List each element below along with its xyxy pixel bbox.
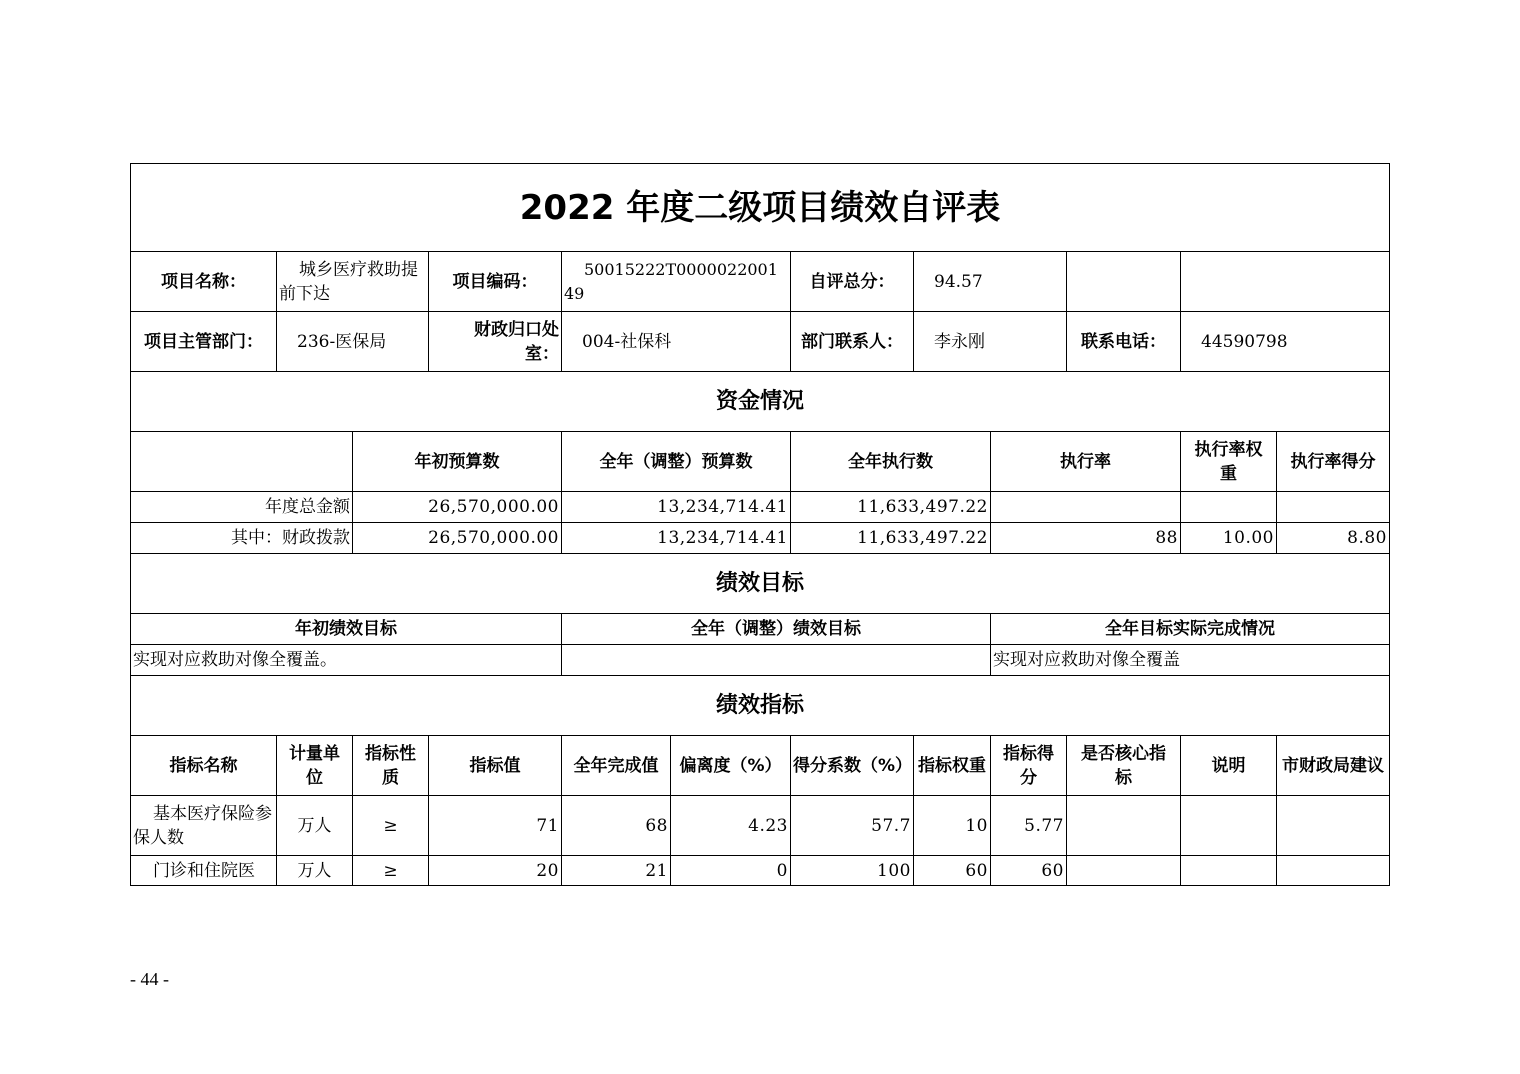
ind-cell: ≥ [383, 815, 398, 836]
finance-office-value: 004-社保科 [582, 331, 672, 352]
ind-cell: 4.23 [748, 815, 788, 836]
project-code-value: 50015222T000002200149 [564, 259, 778, 303]
ind-cell: 71 [536, 815, 559, 836]
ind-header-note: 说明 [1211, 755, 1246, 776]
project-name-value: 城乡医疗救助提前下达 [279, 259, 418, 304]
phone-value: 44590798 [1201, 331, 1288, 352]
funds-cell: 11,633,497.22 [857, 528, 988, 548]
self-score-label: 自评总分： [809, 271, 895, 292]
ind-cell: 57.7 [871, 815, 911, 836]
funds-cell: 10.00 [1222, 528, 1274, 548]
contact-label: 部门联系人： [801, 331, 903, 352]
project-name-label: 项目名称： [161, 271, 246, 292]
funds-cell: 13,234,714.41 [657, 497, 788, 517]
ind-cell: 60 [965, 861, 988, 881]
funds-cell: 26,570,000.00 [428, 528, 559, 548]
ind-cell: 万人 [297, 815, 332, 836]
ind-header-score: 指标得分 [1003, 743, 1054, 788]
funds-header-adjusted: 全年（调整）预算数 [599, 451, 753, 472]
goals-header-adjusted: 全年（调整）绩效目标 [691, 619, 861, 639]
ind-cell: 5.77 [1024, 815, 1064, 836]
page-number: - 44 - [130, 969, 169, 989]
ind-header-core: 是否核心指标 [1081, 743, 1166, 788]
ind-header-name: 指标名称 [169, 755, 238, 776]
goals-section-title: 绩效目标 [715, 570, 804, 596]
goals-adjusted-value [562, 645, 990, 675]
funds-row-label: 年度总金额 [265, 497, 350, 517]
goals-initial-value: 实现对应救助对像全覆盖。 [133, 650, 337, 670]
contact-value: 李永刚 [934, 331, 985, 352]
ind-header-coef: 得分系数（%） [793, 755, 913, 776]
goals-actual-value: 实现对应救助对像全覆盖 [993, 650, 1180, 670]
ind-cell: 0 [776, 861, 788, 881]
ind-cell: 100 [877, 861, 911, 881]
ind-header-target: 指标值 [469, 755, 521, 776]
indicators-section-title: 绩效指标 [715, 692, 804, 718]
funds-header-rate-weight: 执行率权重 [1194, 439, 1263, 484]
project-code-label: 项目编码： [452, 271, 538, 292]
ind-cell: 60 [1041, 861, 1064, 881]
ind-cell: ≥ [383, 861, 398, 881]
ind-cell: 68 [645, 815, 668, 836]
funds-cell: 11,633,497.22 [857, 497, 988, 517]
page-title: 2022 年度二级项目绩效自评表 [519, 187, 1001, 228]
funds-cell: 26,570,000.00 [428, 497, 559, 517]
ind-header-nature: 指标性质 [365, 743, 416, 788]
ind-row-name: 门诊和住院医 [153, 861, 255, 881]
self-score-value: 94.57 [934, 271, 983, 292]
phone-label: 联系电话： [1081, 331, 1166, 352]
funds-row-label: 其中：财政拨款 [231, 528, 350, 548]
ind-header-deviation: 偏离度（%） [679, 755, 782, 776]
ind-header-advice: 市财政局建议 [1282, 755, 1384, 776]
ind-cell: 10 [965, 815, 988, 836]
ind-header-weight: 指标权重 [918, 755, 986, 776]
funds-cell: 88 [1155, 528, 1178, 548]
goals-header-initial: 年初绩效目标 [295, 619, 397, 639]
dept-value: 236-医保局 [297, 331, 387, 352]
ind-cell: 21 [645, 861, 668, 881]
funds-header-rate: 执行率 [1060, 451, 1111, 472]
funds-header-executed: 全年执行数 [848, 451, 933, 472]
funds-cell: 8.80 [1347, 528, 1387, 548]
ind-header-completed: 全年完成值 [573, 755, 659, 776]
funds-section-title: 资金情况 [715, 388, 804, 414]
goals-header-actual: 全年目标实际完成情况 [1105, 619, 1275, 639]
funds-header-rate-score: 执行率得分 [1290, 451, 1376, 472]
funds-header-budget: 年初预算数 [414, 451, 500, 472]
finance-office-label: 财政归口处室： [474, 319, 559, 364]
ind-cell: 万人 [297, 861, 332, 881]
funds-cell: 13,234,714.41 [657, 528, 788, 548]
ind-row-name: 基本医疗保险参保人数 [133, 803, 272, 848]
ind-cell: 20 [536, 861, 559, 881]
dept-label: 项目主管部门： [144, 331, 263, 352]
ind-header-unit: 计量单位 [289, 743, 340, 788]
